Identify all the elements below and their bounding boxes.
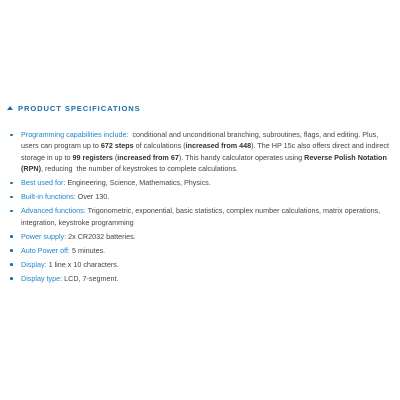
spec-list [6,129,394,284]
spec-text: 2x CR2032 batteries. [66,231,136,241]
spec-highlight: increased from 448 [185,141,252,151]
spec-text: ). This handy calculator operates using [178,152,305,162]
bullet-icon [10,210,13,213]
spec-item [6,191,394,202]
spec-label: Display: [21,259,47,269]
bullet-icon [10,263,13,266]
spec-label: Power supply: [21,231,67,241]
spec-text: , reducing the number of keystrokes to complete calculations. [40,164,238,174]
spec-highlight: increased from 67 [117,152,179,162]
spec-label: Best used for: [21,178,66,188]
spec-text: 1 line x 10 characters. [46,259,119,269]
spec-item [6,177,394,188]
spec-text: conditional and unconditional branching, subroutines, flags, and editing. Plus, users can program up to [21,130,381,151]
caret-up-icon [7,106,13,110]
spec-label: Built-in functions: [21,192,76,202]
spec-label: Display type: [21,273,63,283]
spec-item [6,259,394,270]
spec-highlight: Reverse Polish Notation (RPN) [21,152,389,174]
spec-text: 5 minutes. [70,245,106,255]
product-specifications-section [6,101,394,287]
bullet-icon [10,134,13,137]
spec-label: Advanced functions: [21,206,86,216]
spec-label: Auto Power off: [21,245,71,255]
spec-text: of calculations ( [133,141,186,151]
spec-item [6,273,394,284]
section-title: PRODUCT SPECIFICATIONS [18,103,141,113]
spec-text: ). The HP 15c also offers direct and indirect storage in up to [21,141,391,162]
spec-text: Engineering, Science, Mathematics, Physics. [65,178,211,188]
bullet-icon [10,235,13,238]
spec-item [6,129,394,175]
bullet-icon [10,182,13,185]
spec-text: Over 130. [75,192,110,202]
product-specifications-toggle[interactable] [6,101,394,115]
bullet-icon [10,249,13,252]
spec-label: Programming capabilities include: [21,130,129,139]
spec-highlight: 672 steps [100,141,134,151]
bullet-icon [10,277,13,280]
spec-item [6,245,394,256]
spec-text: Trigonometric, exponential, basic statistics, complex number calculations, matrix operations, integration, keystroke programming [21,206,383,227]
bullet-icon [10,196,13,199]
spec-item [6,205,394,228]
spec-item [6,231,394,242]
spec-text: LCD, 7-segment. [62,273,119,283]
spec-text: ( [112,152,118,162]
spec-highlight: 99 registers [72,152,113,162]
